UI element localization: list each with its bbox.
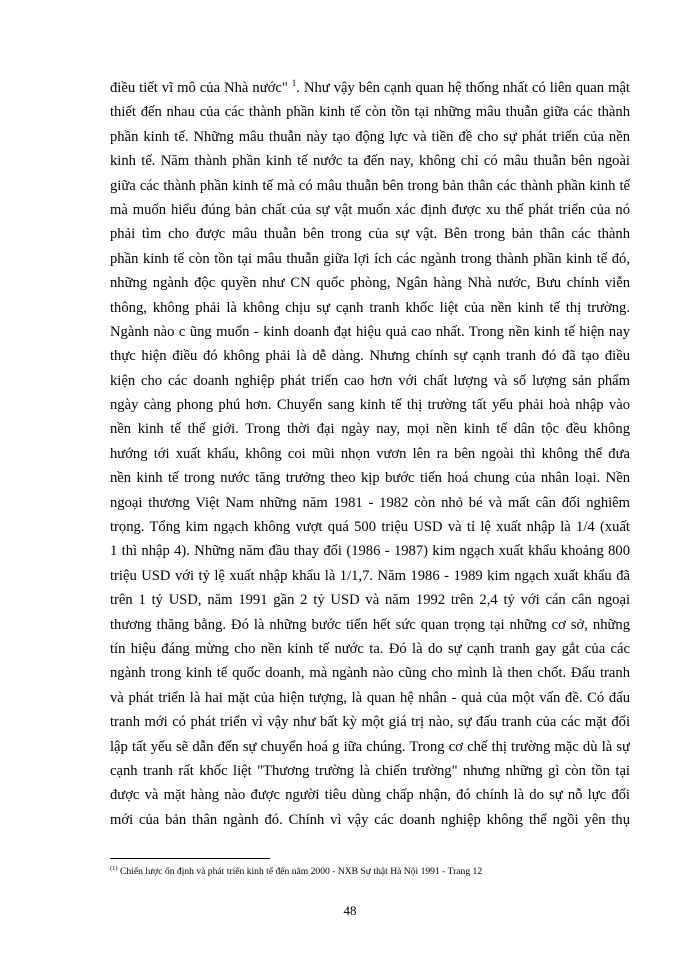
text-line: phần kinh tế còn tồn tại mâu thuẫn giữa lợi ích các ngành trong thành phần kinh tế đó, bbox=[110, 250, 630, 267]
text-line: và phát triển là hai mặt của hiện tượng, là quan hệ nhân - quả của một vấn đề. Có đấu bbox=[110, 689, 630, 706]
footnote-text: Chiến lược ổn định và phát triển kinh tế đến năm 2000 - NXB Sự thật Hà Nội 1991 - Trang 12 bbox=[117, 866, 483, 877]
text-line: trên 1 tỷ USD, năm 1991 gần 2 tỷ USD và năm 1992 trên 2,4 tỷ với cán cân ngoại bbox=[110, 592, 630, 609]
text-line: phải tìm cho được mâu thuẫn bên trong của sự vật. Bên trong bản thân các thành bbox=[110, 226, 630, 243]
text-line: được và mặt hàng nào được người tiêu dùng chấp nhận, đó chính là do sự nỗ lực đổi bbox=[110, 787, 630, 804]
text-line: triệu USD với tỷ lệ xuất nhập khẩu là 1/1,7. Năm 1986 - 1989 kim ngạch xuất khẩu đã bbox=[110, 567, 630, 584]
text-line: nền kinh tế thế giới. Trong thời đại ngày nay, mọi nền kinh tế dân tộc đều không bbox=[110, 421, 630, 438]
text-line: kiện cho các doanh nghiệp phát triển cao hơn với chất lượng và số lượng sản phẩm bbox=[110, 372, 630, 389]
text-line: thiết đến nhau của các thành phần kinh tế còn tồn tại những mâu thuẫn giữa các thành bbox=[110, 104, 630, 121]
page-number: 48 bbox=[343, 903, 357, 918]
line-text: . Như vậy bên cạnh quan hệ thống nhất có liên quan mật bbox=[296, 80, 630, 96]
text-line: cạnh tranh rất khốc liệt "Thương trường là chiến trường" nhưng những gì còn tồn tại bbox=[110, 762, 630, 779]
text-line-1 bbox=[110, 76, 630, 100]
text-line: trọng. Tổng kim ngạch không vượt quá 500 triệu USD và tỉ lệ xuất nhập là 1/4 (xuất bbox=[110, 519, 630, 536]
footnote bbox=[110, 866, 630, 878]
text-line: mà muốn hiểu đúng bản chất của sự vật muốn xác định được xu thế phát triển của nó bbox=[110, 201, 630, 218]
text-line: phần kinh tế. Những mâu thuẫn này tạo động lực và tiền đề cho sự phát triển của nền bbox=[110, 128, 630, 145]
footnote-reference: 1 bbox=[291, 78, 297, 89]
text-line: lập tất yếu sẽ dẫn đến sự chuyển hoá g iữa chúng. Trong cơ chế thị trường mặc dù là sự bbox=[110, 738, 630, 755]
footnote-divider bbox=[110, 858, 270, 859]
text-line: thương thăng bằng. Đó là những bước tiến hết sức quan trọng tại những cơ sở, những bbox=[110, 616, 630, 633]
text-line: ngành trong kinh tế quốc doanh, mà ngành nào cũng cho mình là then chốt. Đấu tranh bbox=[110, 665, 630, 682]
text-line: kinh tế. Năm thành phần kinh tế nước ta đến nay, không chỉ có mâu thuẫn bên ngoài bbox=[110, 153, 630, 170]
text-line: tín hiệu đáng mừng cho nền kinh tế nước ta. Đó là do sự cạnh tranh gay gắt của các bbox=[110, 640, 630, 657]
footnote-mark: (1) bbox=[110, 864, 118, 872]
text-line: hướng tới xuất khẩu, không coi mũi nhọn vươn lên ra bên ngoài thì không thể đưa bbox=[110, 445, 630, 462]
text-line: tranh mới có phát triển vì vậy như bất kỳ một giá trị nào, sự đấu tranh của các mặt đối bbox=[110, 714, 630, 731]
body-text bbox=[110, 76, 630, 832]
text-line: thực hiện điều đó không phải là dễ dàng. Nhưng chính sự cạnh tranh đó đã tạo điều bbox=[110, 348, 630, 365]
text-line: Ngành nào c ũng muốn - kinh doanh đạt hiệu quả cao nhất. Trong nền kinh tế hiện nay bbox=[110, 323, 630, 340]
text-line: những ngành độc quyền như CN quốc phòng, Ngân hàng Nhà nước, Bưu chính viễn bbox=[110, 275, 630, 292]
text-line: mới của bản thân ngành đó. Chính vì vậy các doanh nghiệp không thể ngồi yên thụ bbox=[110, 811, 630, 828]
text-line: giữa các thành phần kinh tế mà có mâu thuẫn bên trong bản thân các thành phần kinh tế bbox=[110, 177, 630, 194]
text-line: ngoại thương Việt Nam những năm 1981 - 1982 còn nhỏ bé và mất cân đối nghiêm bbox=[110, 494, 630, 511]
text-line: nền kinh tế trong nước tăng trưởng theo kịp bước tiến hoá chung của nhân loại. Nền bbox=[110, 470, 630, 487]
line-text: điều tiết vĩ mô của Nhà nước" bbox=[110, 80, 288, 96]
text-line: 1 thì nhập 4). Những năm đầu thay đổi (1986 - 1987) kim ngạch xuất khẩu khoảng 800 bbox=[110, 543, 630, 560]
text-line: ngày càng phong phú hơn. Chuyển sang kinh tế thị trường tất yếu phải hoà nhập vào bbox=[110, 397, 630, 414]
text-line: thông, không phải là không chịu sự cạnh tranh khốc liệt của nền kinh tế thị trường. bbox=[110, 299, 630, 316]
